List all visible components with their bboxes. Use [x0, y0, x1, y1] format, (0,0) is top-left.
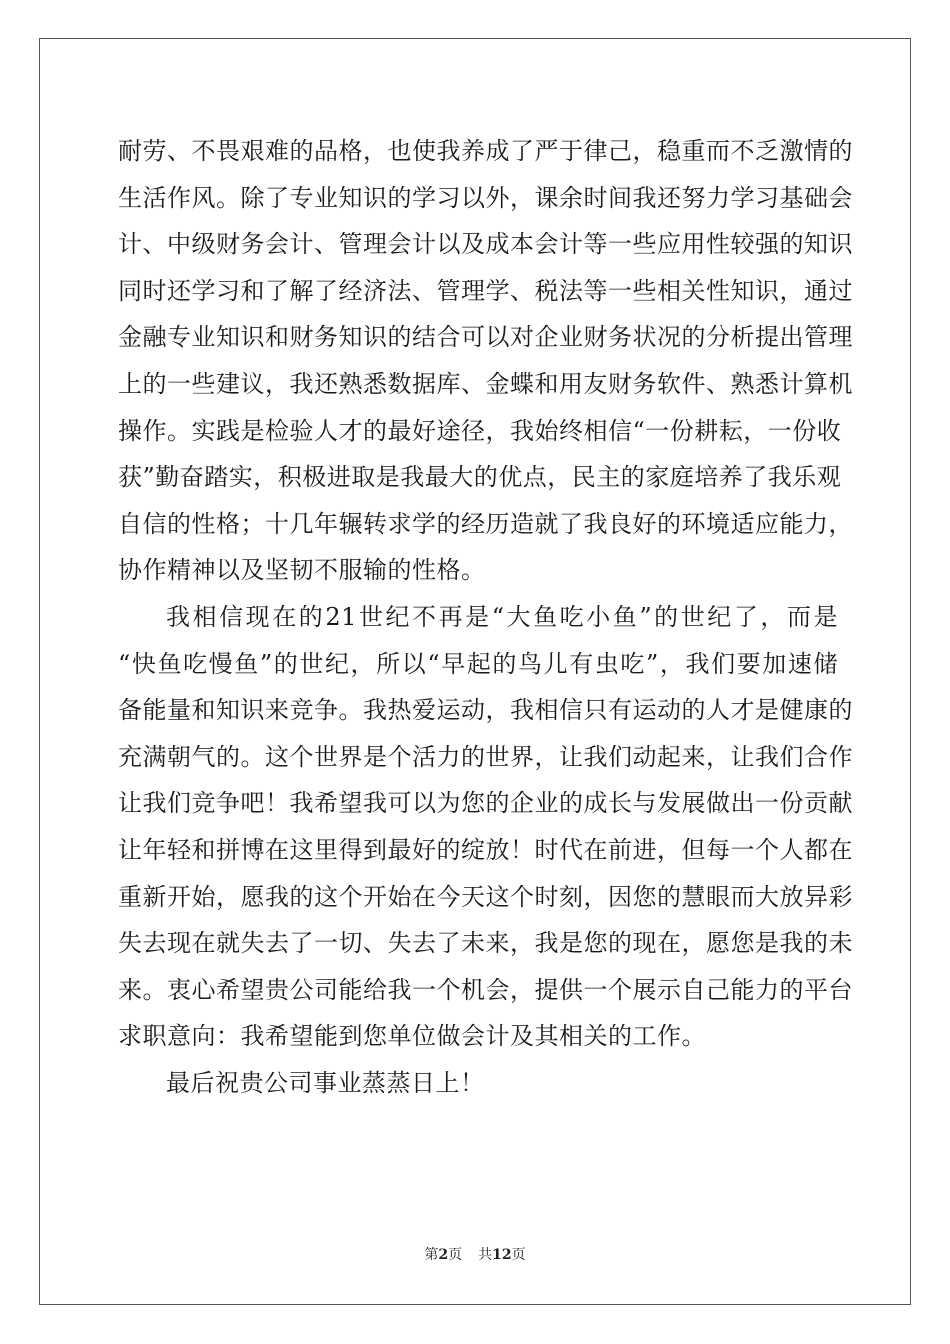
text-line: 重新开始，愿我的这个开始在今天这个时刻，因您的慧眼而大放异彩 — [118, 882, 853, 911]
text-line: 协作精神以及坚韧不服输的性格。 — [118, 556, 486, 585]
letter-body — [118, 128, 853, 1106]
text-line: 耐劳、不畏艰难的品格，也使我养成了严于律己，稳重而不乏激情的 — [118, 137, 853, 165]
text-line: 生活作风。除了专业知识的学习以外，课余时间我还努力学习基础会 — [118, 183, 853, 212]
text-line: 上的一些建议，我还熟悉数据库、金蝶和用友财务软件、熟悉计算机 — [118, 369, 853, 398]
paragraph-first-line: 我相信现在的21世纪不再是“大鱼吃小鱼”的世纪了，而是 — [166, 602, 838, 631]
total-suffix: 页 — [511, 1247, 526, 1263]
page-prefix: 第 — [424, 1247, 439, 1263]
text-line: 充满朝气的。这个世界是个活力的世界，让我们动起来，让我们合作 — [118, 742, 853, 771]
page-suffix: 页 — [448, 1247, 463, 1263]
text-line: 让年轻和拼博在这里得到最好的绽放！时代在前进，但每一个人都在 — [118, 835, 853, 864]
text-line: 同时还学习和了解了经济法、管理学、税法等一些相关性知识，通过 — [118, 276, 853, 305]
total-prefix: 共 — [478, 1247, 493, 1263]
text-line: 计、中级财务会计、管理会计以及成本会计等一些应用性较强的知识 — [118, 230, 853, 259]
text-line: 获”勤奋踏实，积极进取是我最大的优点，民主的家庭培养了我乐观 — [118, 463, 842, 492]
page-footer — [0, 1245, 950, 1265]
text-line: 失去现在就失去了一切、失去了未来，我是您的现在，愿您是我的未 — [118, 929, 853, 958]
text-line: 让我们竞争吧！我希望我可以为您的企业的成长与发展做出一份贡献 — [118, 789, 853, 818]
text-line: 求职意向：我希望能到您单位做会计及其相关的工作。 — [118, 1022, 706, 1051]
text-line: 自信的性格；十几年辗转求学的经历造就了我良好的环境适应能力， — [118, 509, 853, 538]
text-line: “快鱼吃慢鱼”的世纪，所以“早起的鸟儿有虫吃”，我们要加速储 — [118, 649, 838, 678]
total-pages: 12 — [492, 1247, 512, 1263]
text-line: 金融专业知识和财务知识的结合可以对企业财务状况的分析提出管理 — [118, 323, 853, 352]
page-number: 2 — [438, 1247, 449, 1263]
closing-line: 最后祝贵公司事业蒸蒸日上！ — [166, 1068, 485, 1097]
text-line: 来。衷心希望贵公司能给我一个机会，提供一个展示自己能力的平台 — [118, 975, 853, 1004]
text-line: 备能量和知识来竞争。我热爱运动，我相信只有运动的人才是健康的 — [118, 696, 853, 725]
text-line: 操作。实践是检验人才的最好途径，我始终相信“一份耕耘，一份收 — [118, 416, 842, 445]
